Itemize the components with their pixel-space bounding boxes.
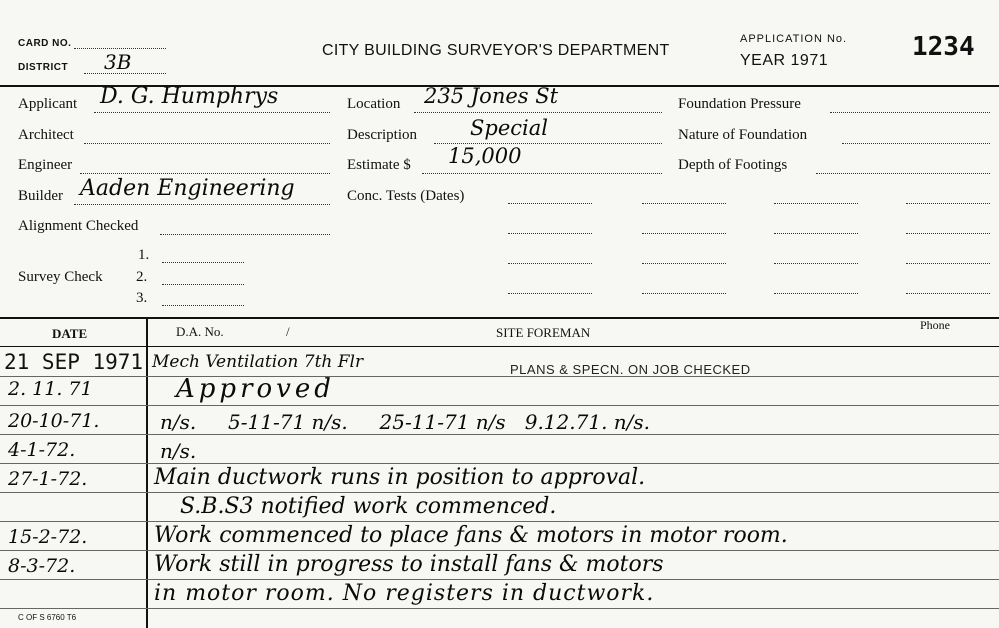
engineer-label: Engineer bbox=[18, 157, 73, 173]
rule-2 bbox=[0, 405, 999, 406]
estimate-value: 15,000 bbox=[448, 144, 522, 168]
log-row-9-text: in motor room. No registers in ductwork. bbox=[154, 581, 655, 606]
department-title: CITY BUILDING SURVEYOR'S DEPARTMENT bbox=[322, 42, 670, 59]
phone-header: Phone bbox=[920, 318, 950, 332]
nature-of-foundation-label: Nature of Foundation bbox=[678, 127, 808, 143]
alignment-label: Alignment Checked bbox=[18, 218, 139, 234]
applicant-label: Applicant bbox=[18, 96, 78, 112]
alignment-line bbox=[160, 234, 330, 235]
form-code: C OF S 6760 T6 bbox=[18, 613, 77, 622]
survey-number-2: 2. bbox=[136, 269, 148, 285]
engineer-line bbox=[80, 173, 330, 174]
log-row-8-text: Work still in progress to install fans & motors bbox=[154, 552, 664, 577]
rule-8 bbox=[0, 579, 999, 580]
nature-of-foundation-line bbox=[842, 143, 990, 144]
log-row-1-text: Mech Ventilation 7th Flr bbox=[152, 352, 364, 372]
log-row-6-text: S.B.S3 notified work commenced. bbox=[180, 494, 557, 519]
application-number: 1234 bbox=[912, 32, 975, 62]
estimate-line bbox=[422, 173, 662, 174]
log-row-8-date: 8-3-72. bbox=[8, 555, 76, 577]
location-value: 235 Jones St bbox=[424, 84, 559, 108]
log-row-5-text: Main ductwork runs in position to approval. bbox=[154, 465, 646, 490]
rule-3 bbox=[0, 434, 999, 435]
conc-line-c1 bbox=[508, 263, 592, 264]
builder-line bbox=[74, 204, 330, 205]
conc-line-d1 bbox=[508, 293, 592, 294]
card-no-label: CARD NO. bbox=[18, 38, 72, 49]
survey-line-3 bbox=[162, 305, 244, 306]
site-foreman-header: SITE FOREMAN bbox=[496, 325, 591, 340]
builder-value: Aaden Engineering bbox=[80, 176, 295, 201]
foundation-pressure-line bbox=[830, 112, 990, 113]
rule-6 bbox=[0, 521, 999, 522]
year-label: YEAR 1971 bbox=[740, 52, 829, 69]
log-row-1-date: 21 SEP 1971 bbox=[4, 350, 144, 374]
date-column-divider bbox=[146, 318, 148, 628]
card-no-line bbox=[74, 48, 166, 49]
location-label: Location bbox=[347, 96, 401, 112]
conc-line-b1 bbox=[508, 233, 592, 234]
survey-number-3: 3. bbox=[136, 290, 148, 306]
survey-line-2 bbox=[162, 284, 244, 285]
conc-line-b3 bbox=[774, 233, 858, 234]
rule-5 bbox=[0, 492, 999, 493]
da-slash: / bbox=[286, 324, 290, 339]
rule-7 bbox=[0, 550, 999, 551]
log-row-3-text: n/s. 5-11-71 n/s. 25-11-71 n/s 9.12.71. n/s. bbox=[160, 410, 651, 434]
foundation-pressure-label: Foundation Pressure bbox=[678, 96, 801, 112]
depth-of-footings-line bbox=[816, 173, 990, 174]
depth-of-footings-label: Depth of Footings bbox=[678, 157, 788, 173]
log-row-7-text: Work commenced to place fans & motors in motor room. bbox=[154, 523, 788, 548]
da-no-header: D.A. No. bbox=[176, 324, 224, 339]
district-value: 3B bbox=[104, 50, 132, 74]
architect-label: Architect bbox=[18, 127, 74, 143]
rule-9 bbox=[0, 608, 999, 609]
log-row-5-date: 27-1-72. bbox=[8, 468, 88, 490]
log-header-divider bbox=[0, 346, 999, 347]
survey-number-1: 1. bbox=[138, 247, 150, 263]
conc-line-c3 bbox=[774, 263, 858, 264]
log-row-2-date: 2. 11. 71 bbox=[8, 378, 93, 400]
log-row-7-date: 15-2-72. bbox=[8, 526, 88, 548]
log-row-3-date: 20-10-71. bbox=[8, 410, 100, 432]
conc-line-c2 bbox=[642, 263, 726, 264]
plans-checked-stamp: PLANS & SPECN. ON JOB CHECKED bbox=[510, 362, 751, 377]
survey-check-label: Survey Check bbox=[18, 269, 103, 285]
conc-line-a1 bbox=[508, 203, 592, 204]
log-row-4-text: n/s. bbox=[160, 439, 197, 463]
estimate-label: Estimate $ bbox=[347, 157, 411, 173]
rule-4 bbox=[0, 463, 999, 464]
conc-tests-label: Conc. Tests (Dates) bbox=[347, 188, 465, 204]
description-label: Description bbox=[347, 127, 417, 143]
conc-line-d2 bbox=[642, 293, 726, 294]
conc-line-a4 bbox=[906, 203, 990, 204]
date-header: DATE bbox=[52, 326, 88, 341]
conc-line-d4 bbox=[906, 293, 990, 294]
conc-line-c4 bbox=[906, 263, 990, 264]
log-row-4-date: 4-1-72. bbox=[8, 439, 76, 461]
builder-label: Builder bbox=[18, 188, 63, 204]
conc-line-a2 bbox=[642, 203, 726, 204]
section-divider bbox=[0, 317, 999, 319]
description-value: Special bbox=[470, 116, 548, 140]
rule-1 bbox=[0, 376, 999, 377]
district-label: DISTRICT bbox=[18, 62, 69, 73]
conc-line-d3 bbox=[774, 293, 858, 294]
conc-line-b2 bbox=[642, 233, 726, 234]
applicant-line bbox=[94, 112, 330, 113]
application-label: APPLICATION No. bbox=[740, 33, 848, 45]
conc-line-a3 bbox=[774, 203, 858, 204]
survey-line-1 bbox=[162, 262, 244, 263]
applicant-value: D. G. Humphrys bbox=[100, 84, 279, 109]
architect-line bbox=[84, 143, 330, 144]
log-row-2-text: Approved bbox=[176, 374, 335, 404]
location-line bbox=[414, 112, 662, 113]
conc-line-b4 bbox=[906, 233, 990, 234]
